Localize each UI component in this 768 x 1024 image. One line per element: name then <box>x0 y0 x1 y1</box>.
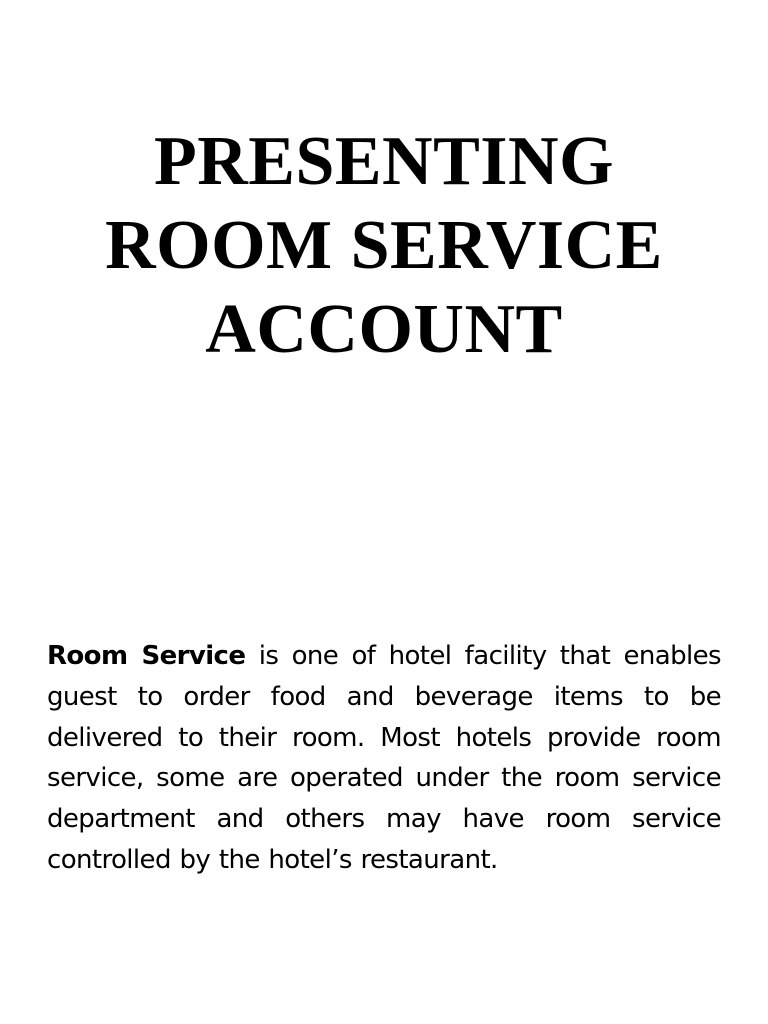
title-line-1: PRESENTING <box>153 123 615 200</box>
definition-text: is one of hotel facility that enables guest to order food and beverage items to be delivered to their room. Most hotels provide room service, some are operated under the room service department and others may have room service controlled by the hotel’s restaurant. <box>47 641 721 875</box>
defined-term: Room Service <box>47 641 246 671</box>
title-line-3: ACCOUNT <box>205 291 563 368</box>
page-title <box>0 120 768 372</box>
title-line-2: ROOM SERVICE <box>105 207 663 284</box>
body-paragraph <box>47 636 721 881</box>
